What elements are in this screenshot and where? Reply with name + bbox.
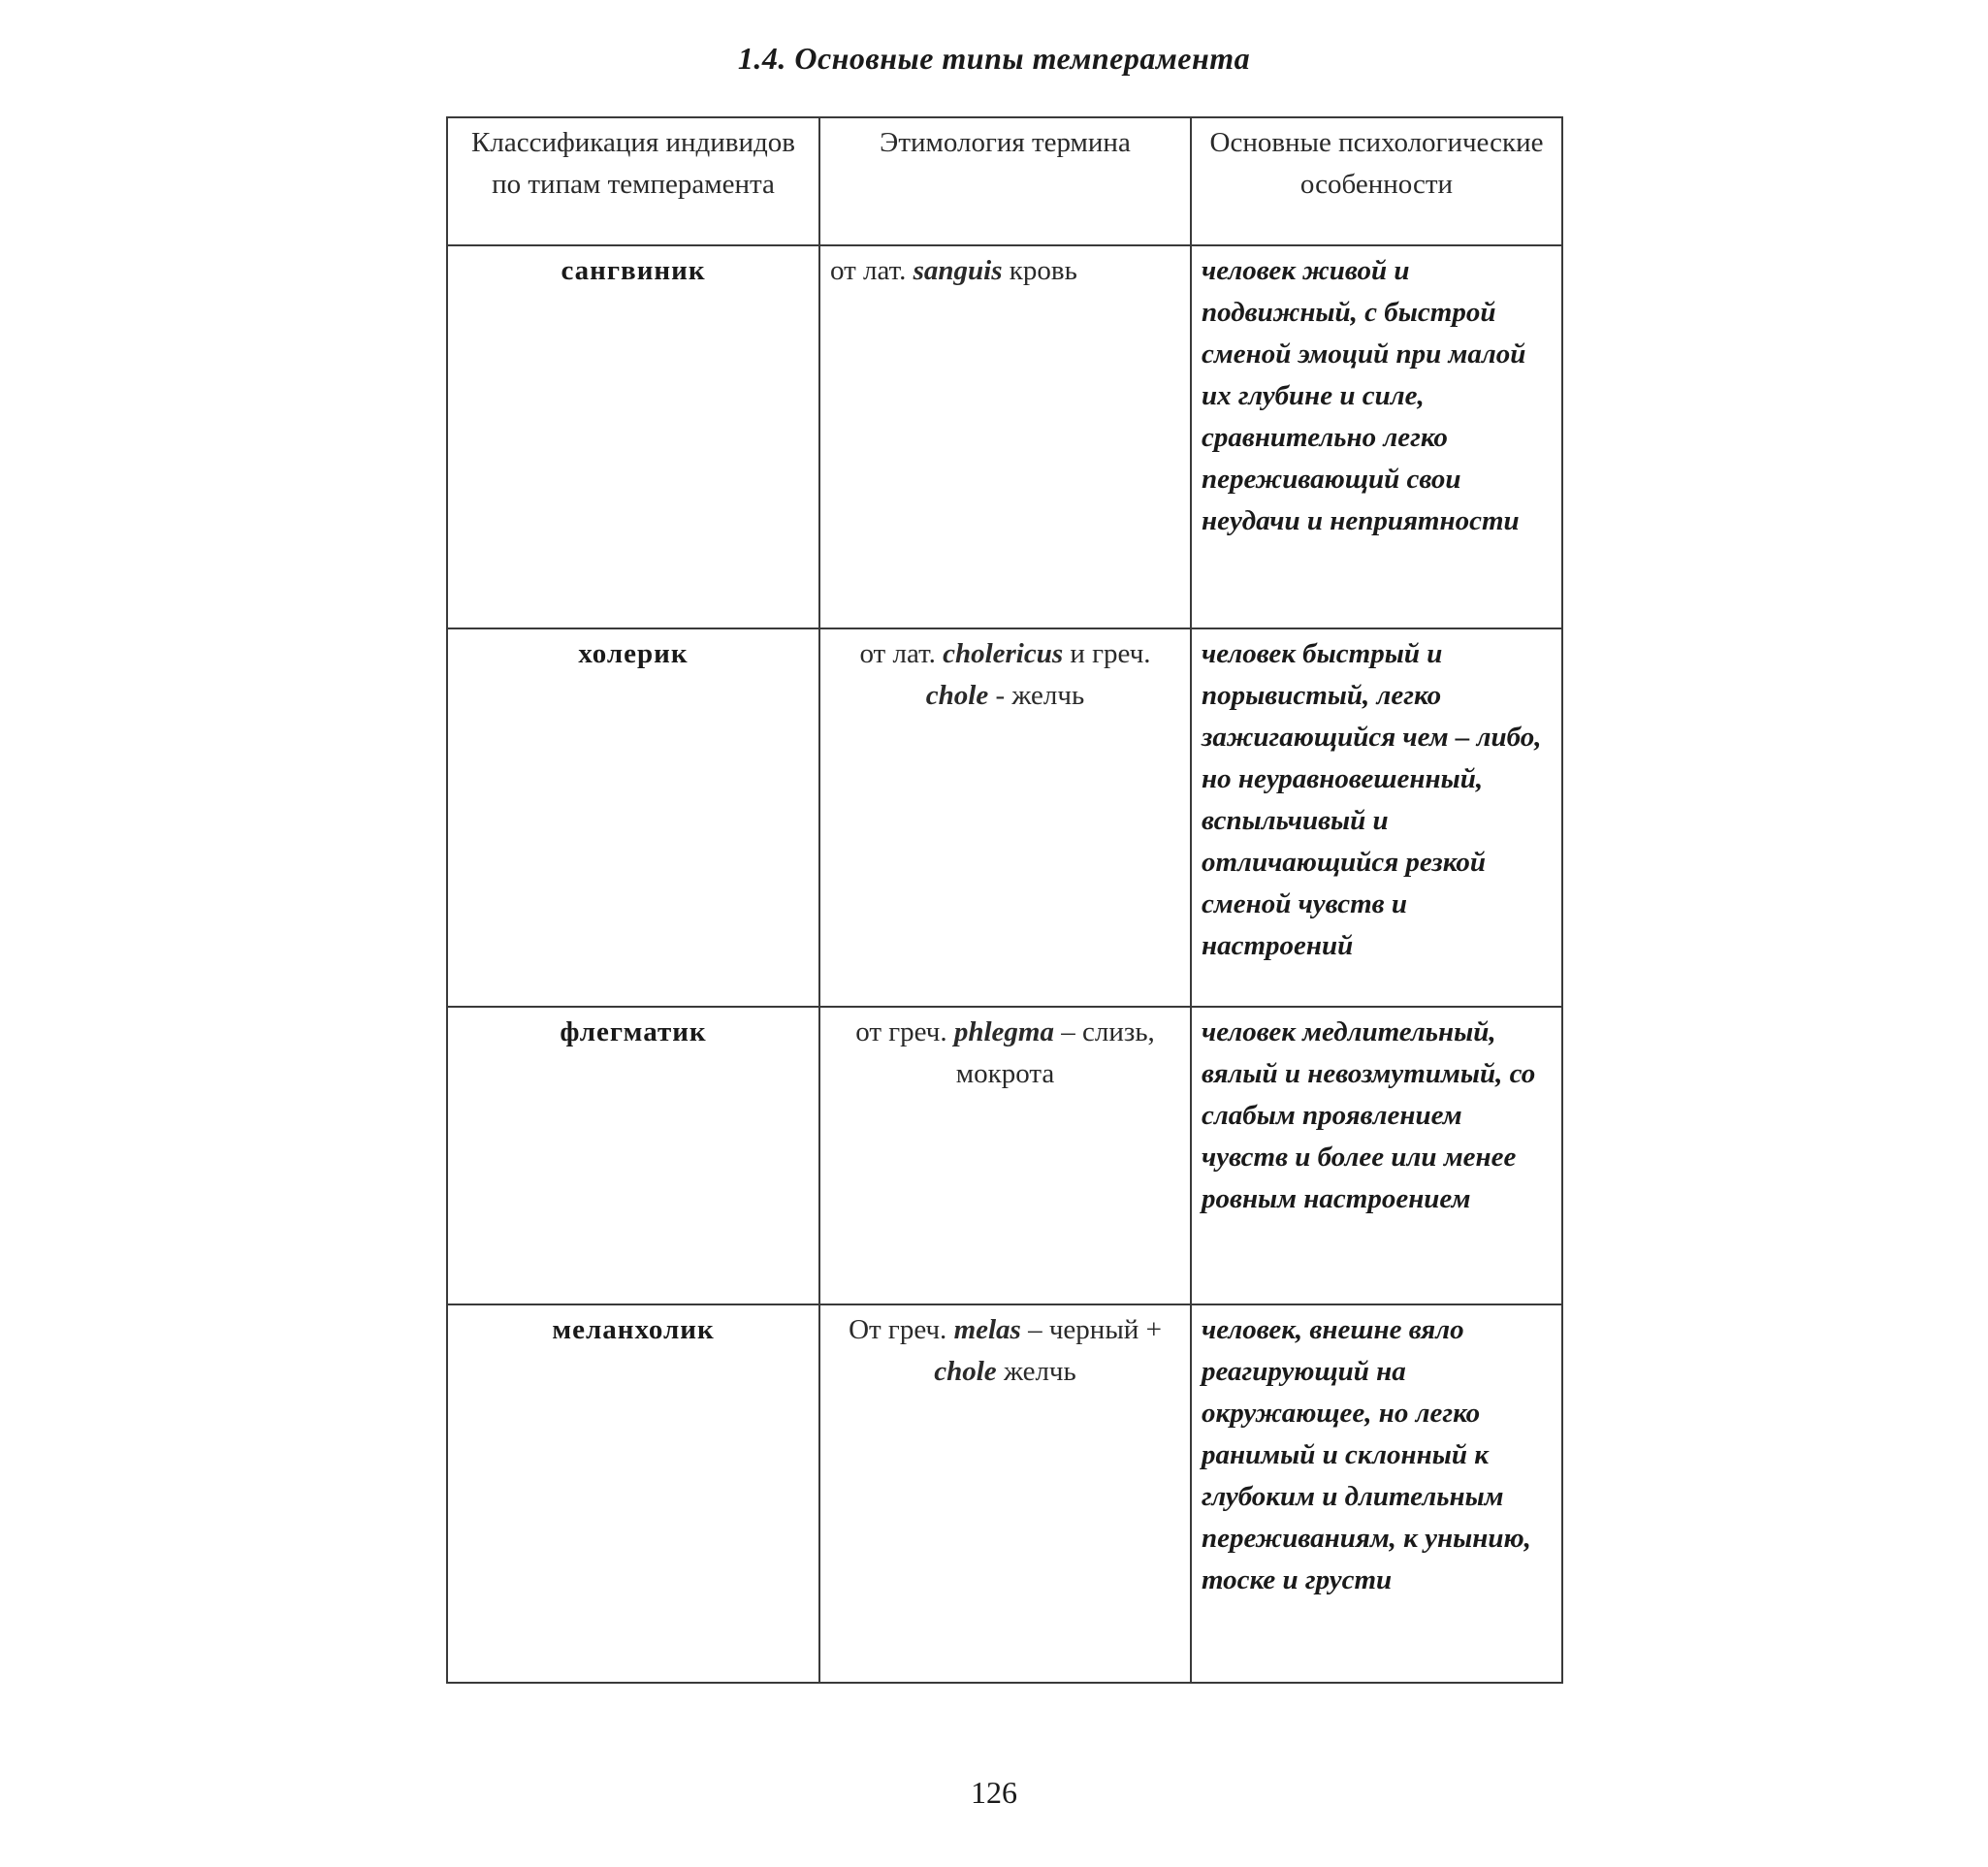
etymology-prefix: от греч.: [855, 1016, 947, 1047]
header-etymology: Этимология термина: [819, 117, 1191, 245]
psych-features: человек быстрый и порывистый, легко зажигающийся чем – либо, но неуравновешенный, вспыльчивый и отличающийся резкой сменой чувств и настроений: [1191, 628, 1562, 1007]
etymology: [819, 628, 1191, 1007]
etymology-term: cholericus: [943, 638, 1064, 669]
etymology-term: sanguis: [913, 255, 1003, 286]
etymology-term: phlegma: [953, 1016, 1054, 1047]
etymology-prefix: От греч.: [849, 1314, 947, 1345]
header-features: Основные психологические особенности: [1191, 117, 1562, 245]
psych-features: человек, внешне вяло реагирующий на окружающее, но легко ранимый и склонный к глубоким и длительным переживаниям, к унынию, тоске и грусти: [1191, 1304, 1562, 1683]
table-row: [447, 245, 1562, 628]
psych-features: человек живой и подвижный, с быстрой сменой эмоций при малой их глубине и силе, сравнительно легко переживающий свои неудачи и неприятности: [1191, 245, 1562, 628]
type-name: меланхолик: [447, 1304, 819, 1683]
type-name: флегматик: [447, 1007, 819, 1304]
etymology-suffix: – слизь, мокрота: [955, 1016, 1155, 1089]
type-name: холерик: [447, 628, 819, 1007]
etymology-term: melas: [953, 1314, 1021, 1345]
etymology-suffix-2: - желчь: [988, 680, 1085, 711]
header-classification: Классификация индивидов по типам темперамента: [447, 117, 819, 245]
etymology-suffix: и греч.: [1063, 638, 1151, 669]
table-row: [447, 1304, 1562, 1683]
page-number: 126: [971, 1775, 1017, 1810]
table-row: [447, 628, 1562, 1007]
temperament-table: [446, 116, 1563, 1684]
type-name: сангвиник: [447, 245, 819, 628]
table-row: [447, 1007, 1562, 1304]
table-header-row: [447, 117, 1562, 245]
etymology: [819, 245, 1191, 628]
page-title: 1.4. Основные типы темперамента: [737, 41, 1251, 76]
etymology: [819, 1007, 1191, 1304]
etymology-prefix: от лат.: [859, 638, 936, 669]
etymology-suffix: – черный +: [1020, 1314, 1162, 1345]
etymology-term-2: chole: [925, 680, 989, 711]
psych-features: человек медлительный, вялый и невозмутимый, со слабым проявлением чувств и более или менее ровным настроением: [1191, 1007, 1562, 1304]
etymology-term-2: chole: [934, 1356, 997, 1387]
etymology-suffix-2: желчь: [996, 1356, 1076, 1387]
etymology: [819, 1304, 1191, 1683]
etymology-suffix: кровь: [1002, 255, 1077, 286]
etymology-prefix: от лат.: [830, 255, 907, 286]
